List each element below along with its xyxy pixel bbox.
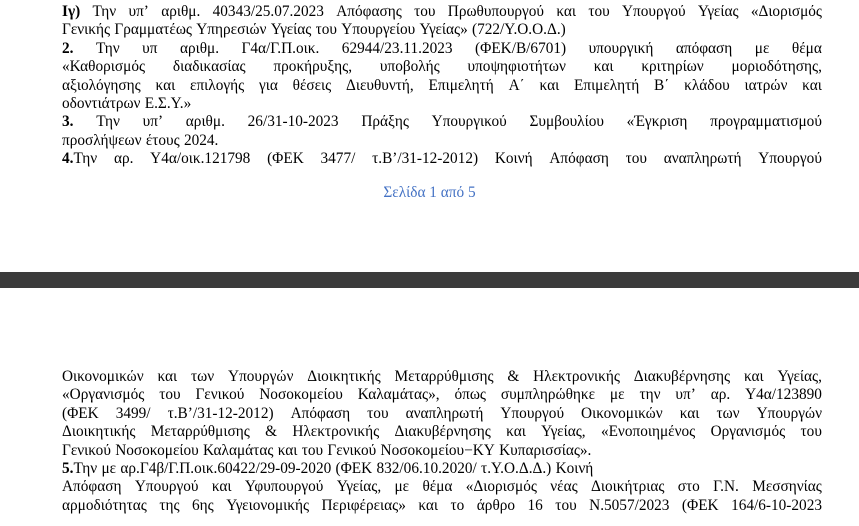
text-line: Απόφαση Υπουργού και Υφυπουργού Υγείας, με θέμα «Διορισμός νέας Διοικήτριας στο Γ.Ν. Μεσσηνίας xyxy=(62,478,822,496)
text-line: (ΦΕΚ 3499/ τ.Β’/31-12-2012) Απόφαση του αναπληρωτή Υπουργού Οικονομικών και των Υπουργών xyxy=(62,404,822,422)
text-line: Διοικητικής Μεταρρύθμισης & Ηλεκτρονικής Διακυβέρνησης και Υγείας, «Ενοποιημένος Οργανισμός του xyxy=(62,423,822,441)
text-line: Ιγ) Την υπ’ αριθμ. 40343/25.07.2023 Απόφασης του Πρωθυπουργού και του Υπουργού Υγείας «Διορισμός xyxy=(62,3,822,20)
text-line: 2. Την υπ αριθμ. Γ4α/Γ.Π.οικ. 62944/23.11.2023 (ΦΕΚ/Β/6701) υπουργική απόφαση με θέμα xyxy=(62,39,822,57)
text-line: Οικονομικών και των Υπουργών Διοικητικής Μεταρρύθμισης & Ηλεκτρονικής Διακυβέρνησης και Υγείας, xyxy=(62,368,822,385)
text-line: προσλήψεων έτους 2024. xyxy=(62,131,219,149)
document-page-2 xyxy=(0,288,859,526)
page-2-text xyxy=(62,368,822,515)
text-line: 4.Την αρ. Υ4α/οικ.121798 (ΦΕΚ 3477/ τ.Β’/31-12-2012) Κοινή Απόφαση του αναπληρωτή Υπουργού xyxy=(62,150,822,168)
text-line: Γενικής Γραμματέως Υπηρεσιών Υγείας του Υπουργείου Υγείας» (722/Υ.Ο.Ο.Δ.) xyxy=(62,21,566,39)
page-number-label: Σελίδα 1 από 5 xyxy=(383,184,476,201)
page-separator xyxy=(0,272,859,288)
page-1-text xyxy=(62,3,822,169)
text-line: «Οργανισμός του Γενικού Νοσοκομείου Καλαμάτας», όπως συμπληρώθηκε με την υπ’ αρ. Υ4α/123890 xyxy=(62,386,822,404)
text-line: Γενικού Νοσοκομείου Καλαμάτας και του Γενικού Νοσοκομείου−ΚΥ Κυπαρισσίας». xyxy=(62,441,592,459)
text-line: 5.Την με αρ.Γ4β/Γ.Π.οικ.60422/29-09-2020 (ΦΕΚ 832/06.10.2020/ τ.Υ.Ο.Δ.Δ.) Κοινή xyxy=(62,459,594,477)
text-line: «Καθορισμός διαδικασίας προκήρυξης, υποβολής υποψηφιοτήτων και κριτηρίων μοριοδότησης, xyxy=(62,58,822,76)
text-line: αρμοδιότητας της 6ης Υγειονομικής Περιφέρειας» και το άρθρο 16 του Ν.5057/2023 (ΦΕΚ 164/6-10-2023 xyxy=(62,496,822,514)
text-line: 3. Την υπ’ αριθμ. 26/31-10-2023 Πράξης Υπουργικού Συμβουλίου «Έγκριση προγραμματισμού xyxy=(62,113,822,131)
text-line: αξιολόγησης και επιλογής για θέσεις Διευθυντή, Επιμελητή Α΄ και Επιμελητή Β΄ κλάδου ιατρών και xyxy=(62,76,822,94)
text-line: οδοντιάτρων Ε.Σ.Υ.» xyxy=(62,94,192,112)
